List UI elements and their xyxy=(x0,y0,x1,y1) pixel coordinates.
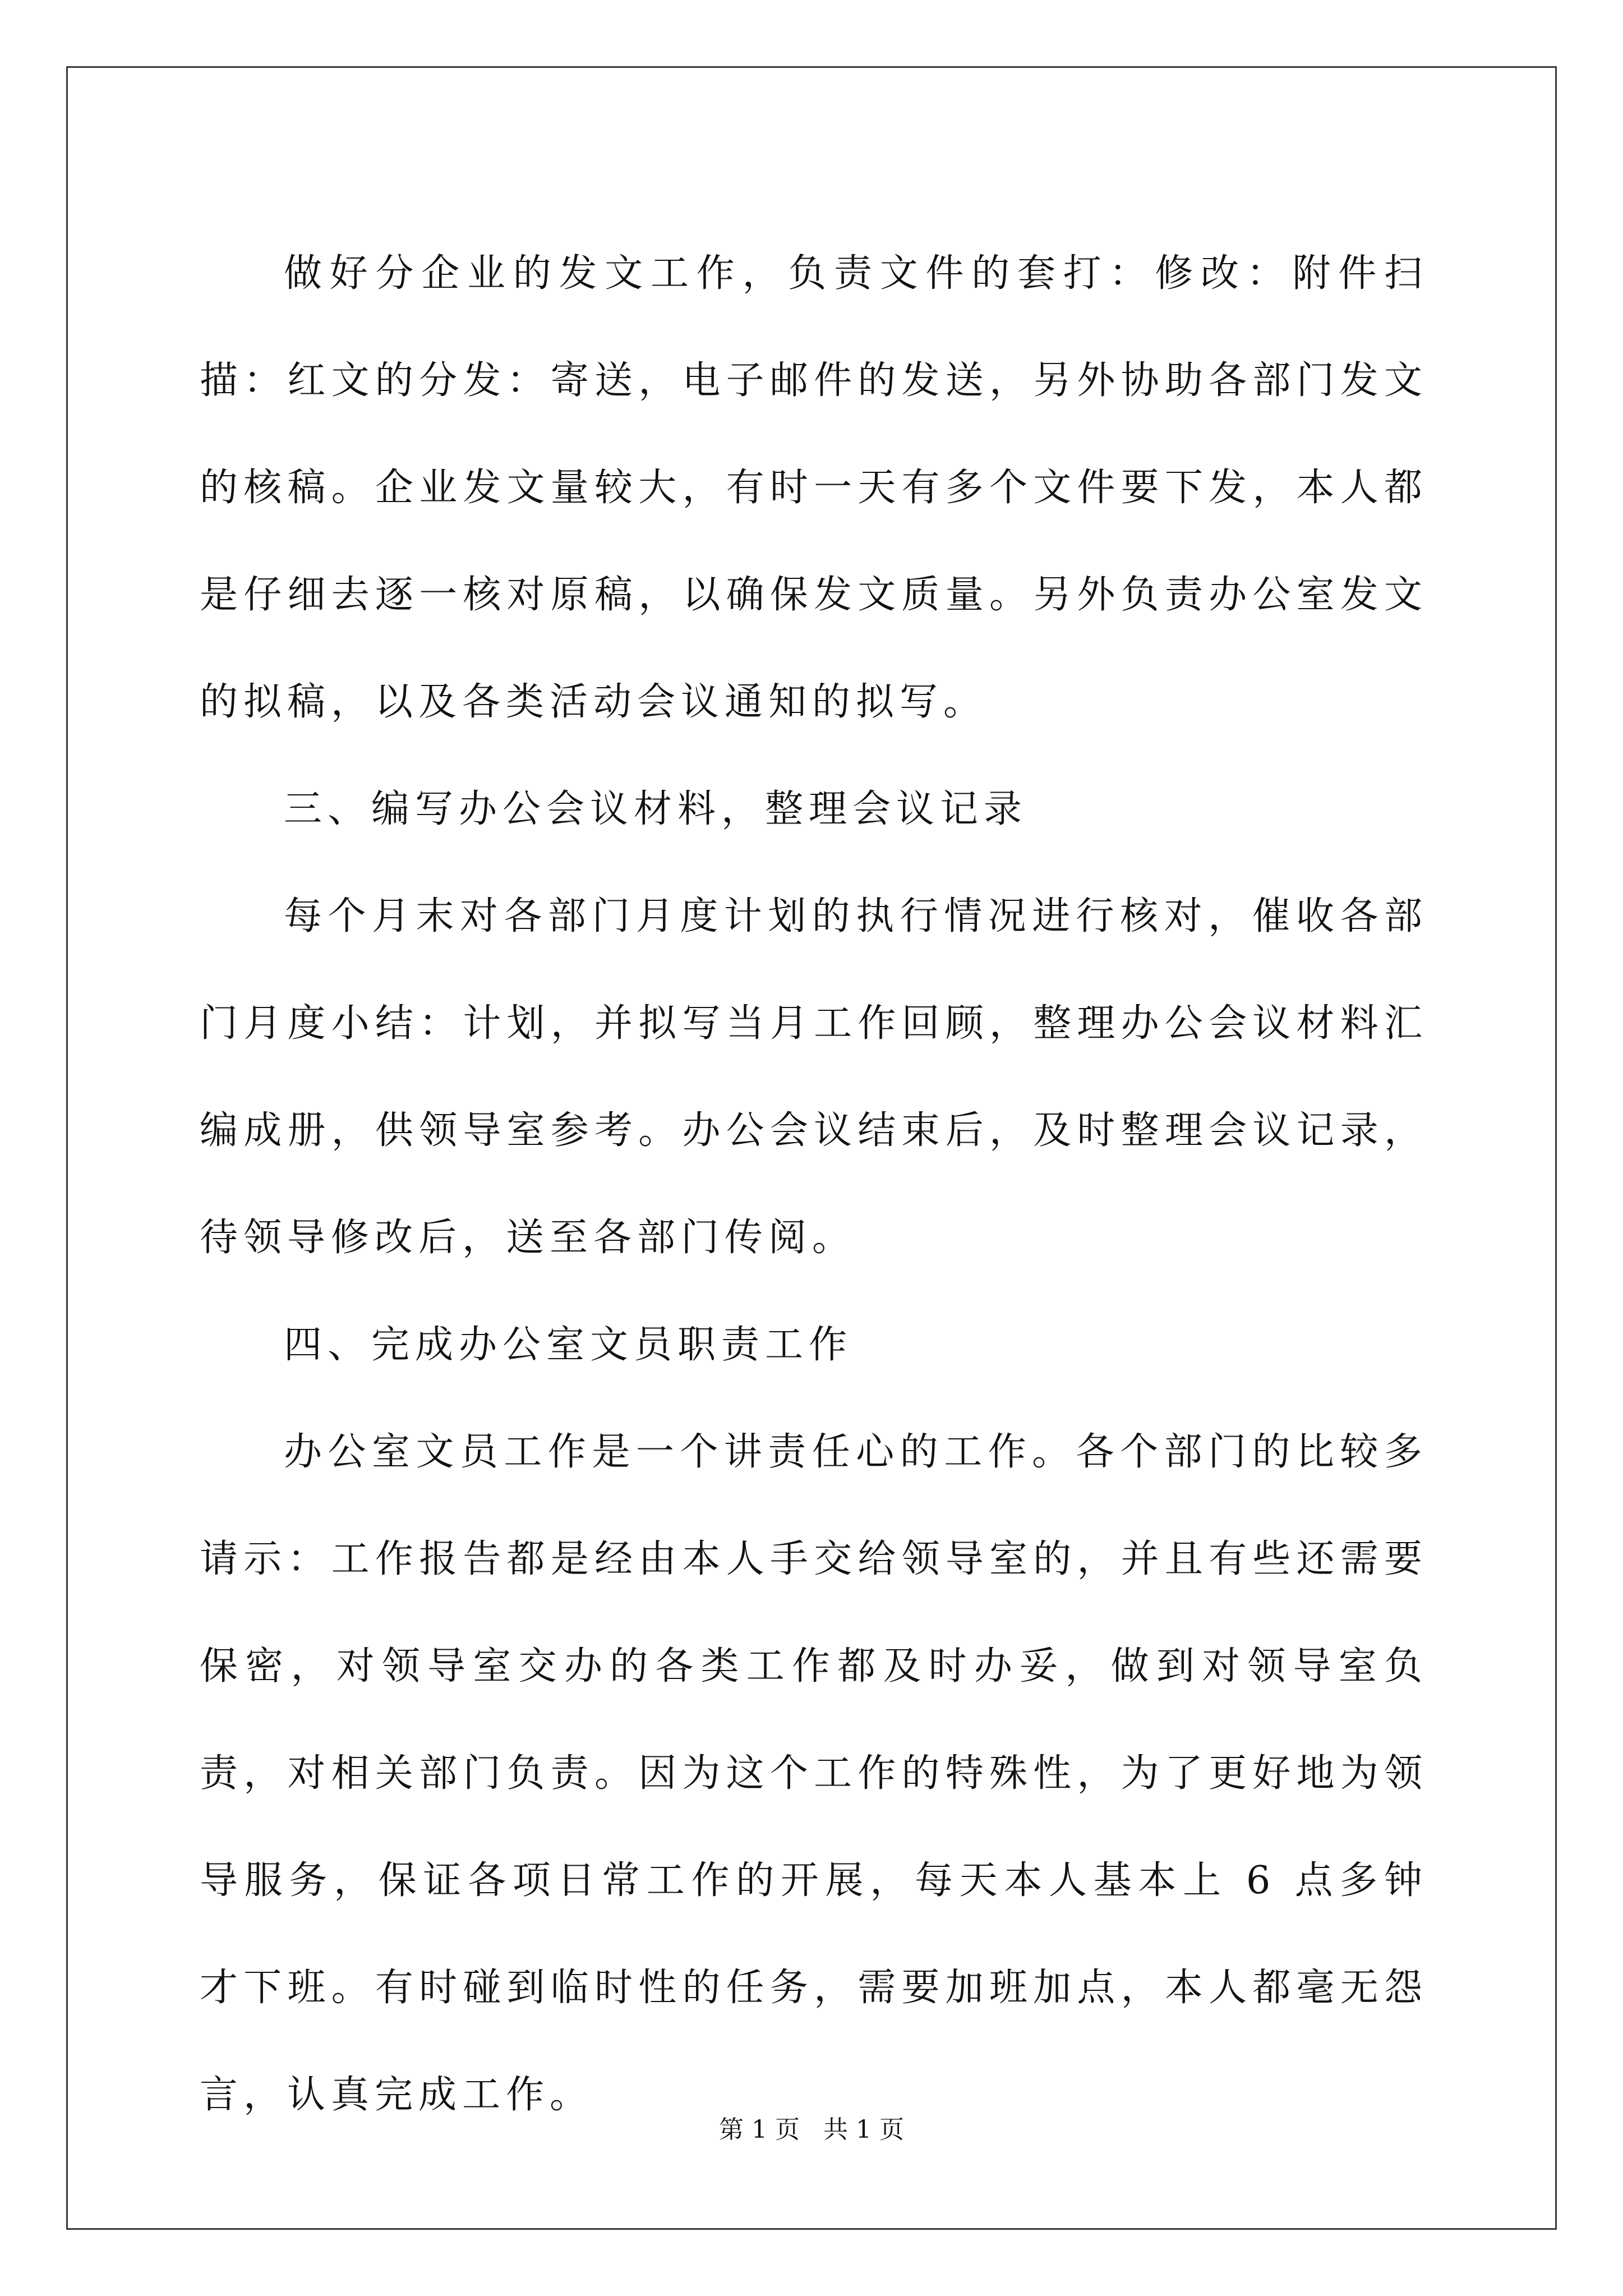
paragraph-clerk-duties: 办公室文员工作是一个讲责任心的工作。各个部门的比较多请示：工作报告都是经由本人手交给领导室的，并且有些还需要保密，对领导室交办的各类工作都及时办妥，做到对领导室负责，对相关部门负责。因为这个工作的特殊性，为了更好地为领导服务，保证各项日常工作的开展，每天本人基本上 6 点多钟才下班。有时碰到临时性的任务，需要加班加点，本人都毫无怨言，认真完成工作。 xyxy=(200,1430,1428,2117)
paragraph-meeting-materials: 每个月末对各部门月度计划的执行情况进行核对，催收各部门月度小结：计划，并拟写当月工作回顾，整理办公会议材料汇编成册，供领导室参考。办公会议结束后，及时整理会议记录，待领导修改后，送至各部门传阅。 xyxy=(200,894,1428,1260)
document-body xyxy=(200,220,1428,2148)
section-heading-meeting-materials: 三、编写办公会议材料，整理会议记录 xyxy=(284,787,1028,831)
page-number-footer: 第 1 页 共 1 页 xyxy=(719,2115,904,2144)
paragraph-issuing-documents: 做好分企业的发文工作，负责文件的套打：修改：附件扫描：红文的分发：寄送，电子邮件的发送，另外协助各部门发文的核稿。企业发文量较大，有时一天有多个文件要下发，本人都是仔细去逐一核对原稿，以确保发文质量。另外负责办公室发文的拟稿，以及各类活动会议通知的拟写。 xyxy=(200,251,1428,724)
section-heading-clerk-duties: 四、完成办公室文员职责工作 xyxy=(284,1323,853,1367)
